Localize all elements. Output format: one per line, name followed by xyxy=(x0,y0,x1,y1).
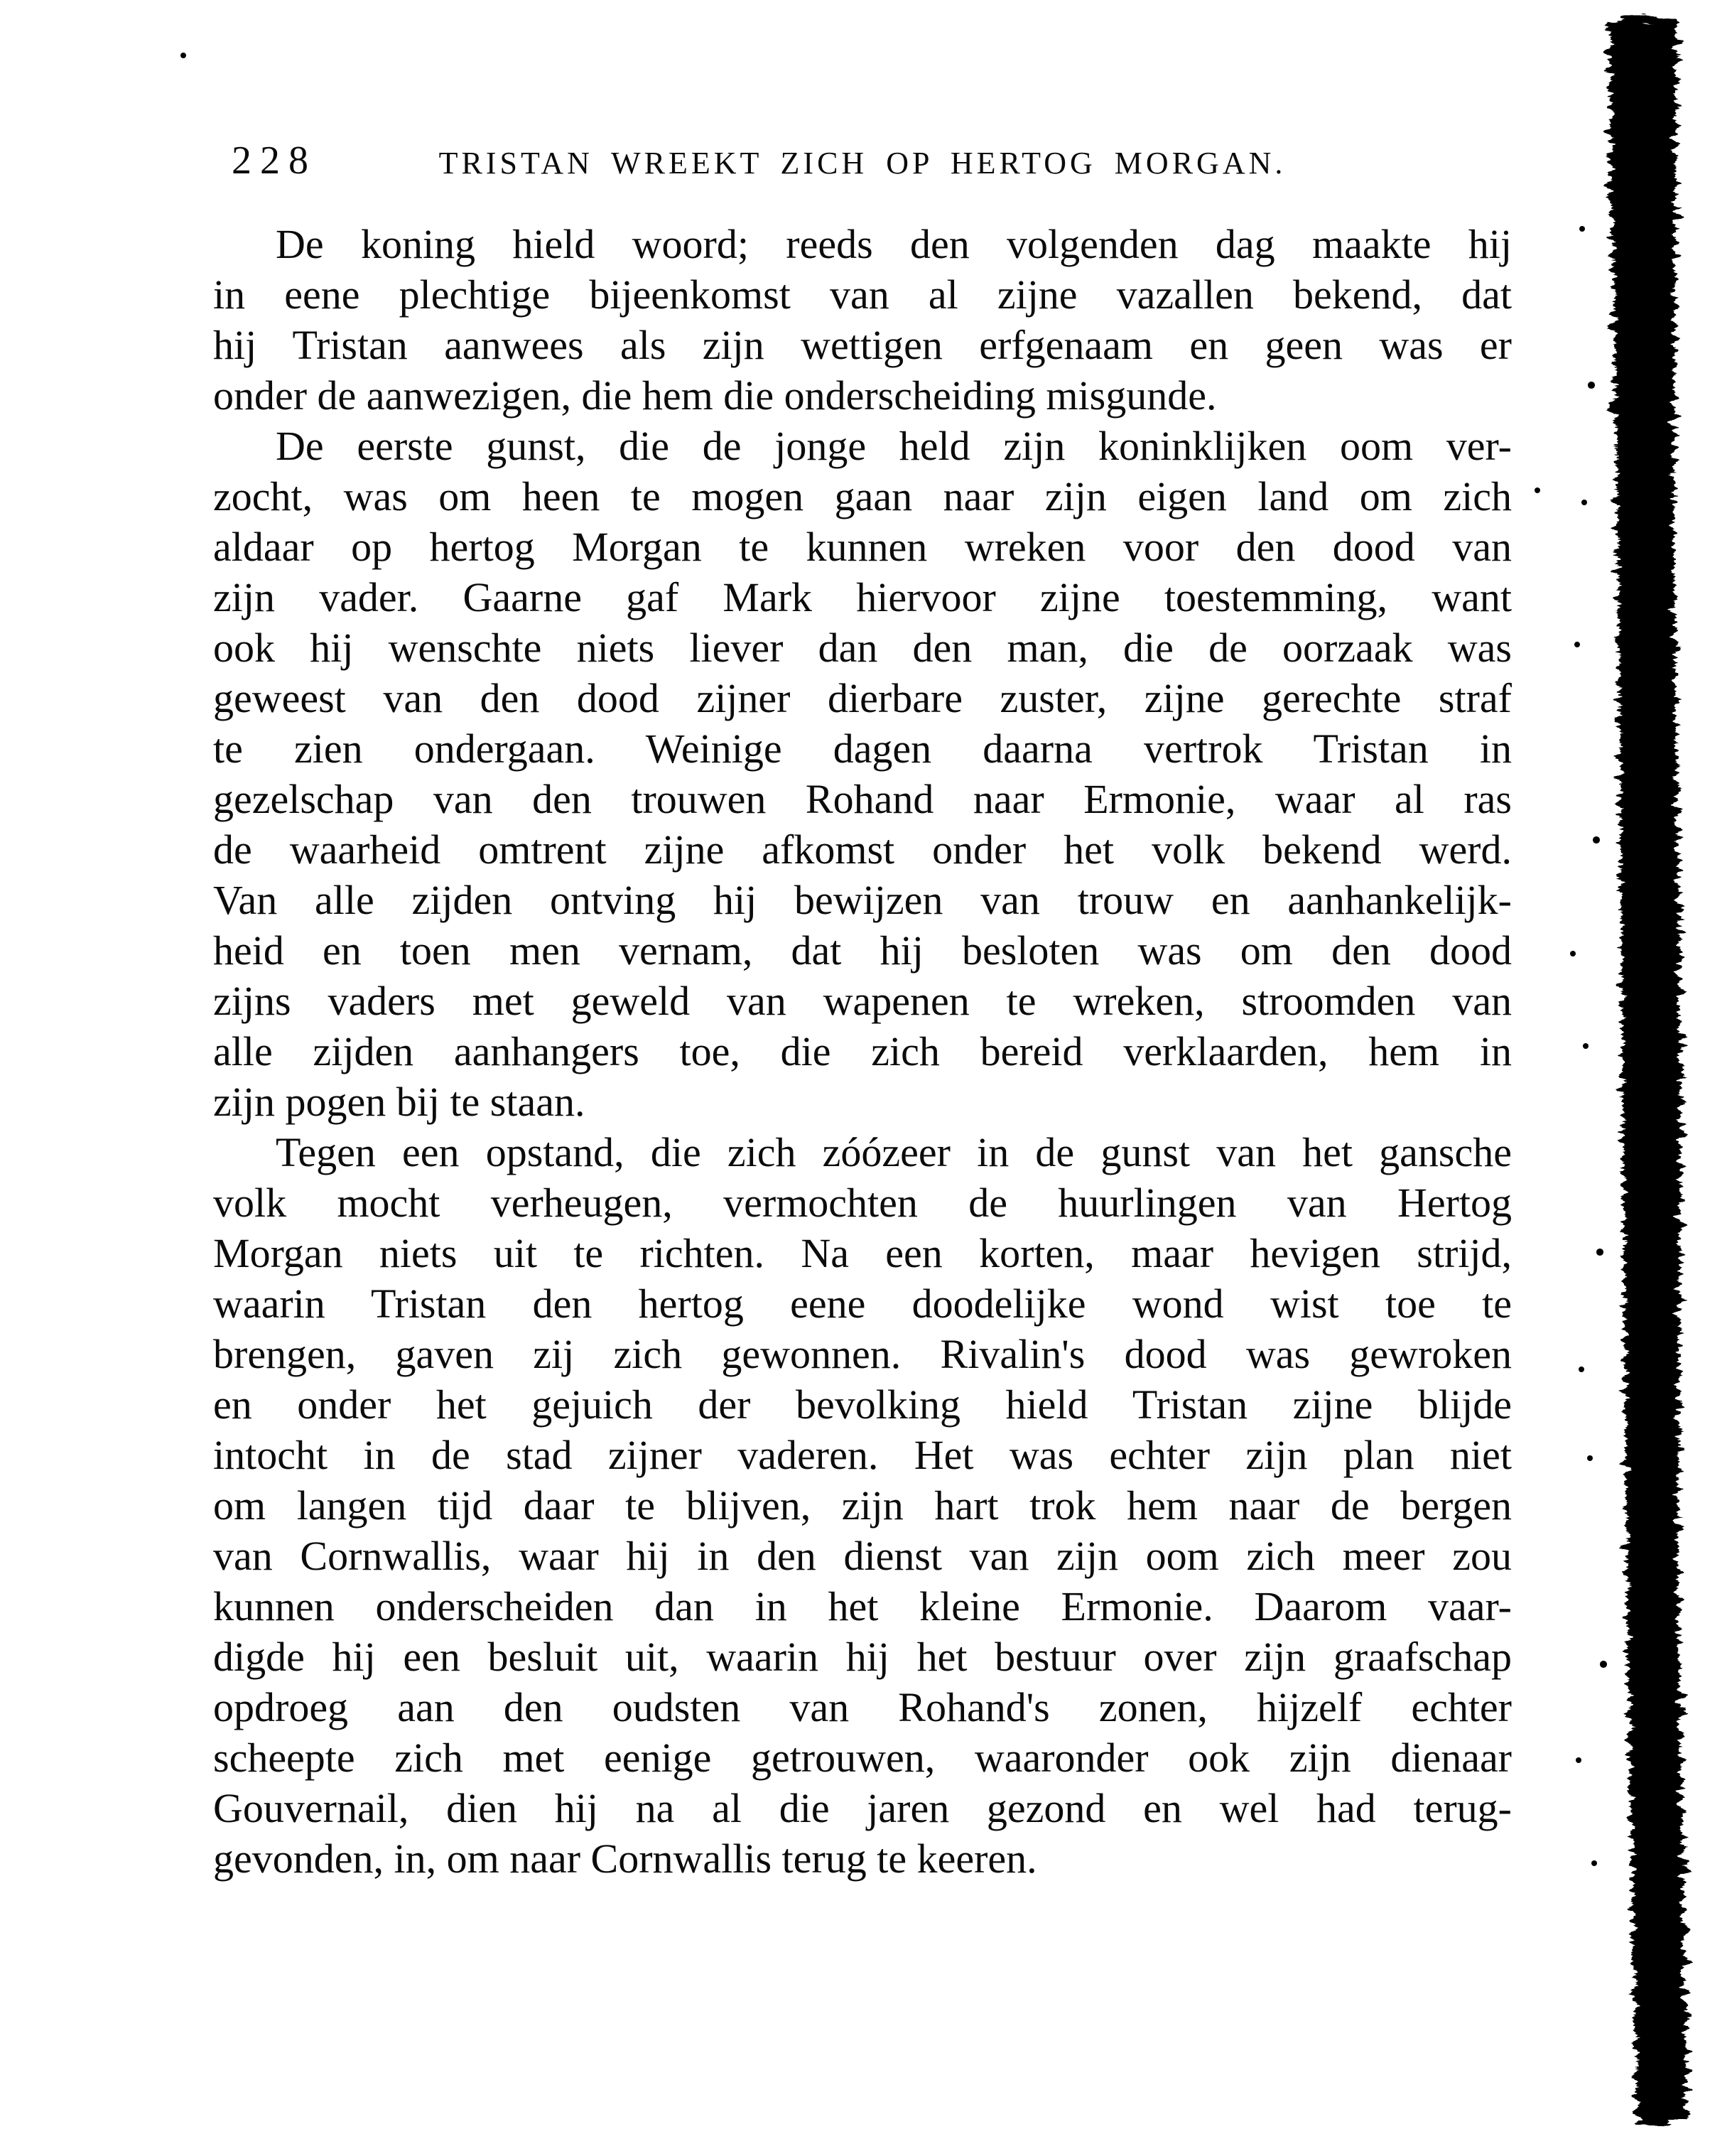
text-line: alle zijden aanhangers toe, die zich bereid verklaarden, hem in xyxy=(213,1028,1512,1074)
text-line: zijns vaders met geweld van wapenen te wreken, stroomden van xyxy=(213,978,1512,1024)
text-line: zijn vader. Gaarne gaf Mark hiervoor zijne toestemming, want xyxy=(213,574,1512,620)
text-line: en onder het gejuich der bevolking hield Tristan zijne blijde xyxy=(213,1381,1512,1428)
text-line: geweest van den dood zijner dierbare zuster, zijne gerechte straf xyxy=(213,675,1512,721)
text-line: de waarheid omtrent zijne afkomst onder het volk bekend werd. xyxy=(213,826,1512,873)
text-line: te zien ondergaan. Weinige dagen daarna vertrok Tristan in xyxy=(213,726,1512,772)
text-line: kunnen onderscheiden dan in het kleine Ermonie. Daarom vaar- xyxy=(213,1583,1512,1629)
text-line: onder de aanwezigen, die hem die onderscheiding misgunde. xyxy=(213,372,1217,419)
text-line: Morgan niets uit te richten. Na een korten, maar hevigen strijd, xyxy=(213,1230,1512,1276)
text-line: aldaar op hertog Morgan te kunnen wreken voor den dood van xyxy=(213,524,1512,570)
text-line: gevonden, in, om naar Cornwallis terug te keeren. xyxy=(213,1836,1037,1882)
body-text xyxy=(213,219,1512,1884)
text-line: De koning hield woord; reeds den volgenden dag maakte hij xyxy=(276,221,1512,267)
text-line: brengen, gaven zij zich gewonnen. Rivalin's dood was gewroken xyxy=(213,1331,1512,1377)
text-line: Gouvernail, dien hij na al die jaren gezond en wel had terug- xyxy=(213,1785,1512,1831)
text-line: van Cornwallis, waar hij in den dienst van zijn oom zich meer zou xyxy=(213,1533,1512,1579)
running-header-title: TRISTAN WREEKT ZICH OP HERTOG MORGAN. xyxy=(438,146,1287,180)
text-line: zijn pogen bij te staan. xyxy=(213,1079,585,1125)
text-line: om langen tijd daar te blijven, zijn hart trok hem naar de bergen xyxy=(213,1482,1512,1529)
text-line: zocht, was om heen te mogen gaan naar zijn eigen land om zich xyxy=(213,473,1512,519)
text-line: volk mocht verheugen, vermochten de huurlingen van Hertog xyxy=(213,1180,1512,1226)
text-line: waarin Tristan den hertog eene doodelijke wond wist toe te xyxy=(213,1281,1512,1327)
text-line: digde hij een besluit uit, waarin hij het bestuur over zijn graafschap xyxy=(213,1634,1512,1680)
text-line: heid en toen men vernam, dat hij besloten was om den dood xyxy=(213,927,1512,974)
text-line: intocht in de stad zijner vaderen. Het was echter zijn plan niet xyxy=(213,1432,1512,1478)
text-line: hij Tristan aanwees als zijn wettigen erfgenaam en geen was er xyxy=(213,322,1512,368)
text-line: Van alle zijden ontving hij bewijzen van trouw en aanhankelijk- xyxy=(213,877,1512,923)
text-line: gezelschap van den trouwen Rohand naar Ermonie, waar al ras xyxy=(213,776,1512,822)
text-line: scheepte zich met eenige getrouwen, waaronder ook zijn dienaar xyxy=(213,1735,1512,1781)
page-number: 228 xyxy=(232,139,317,183)
text-line: De eerste gunst, die de jonge held zijn koninklijken oom ver- xyxy=(276,423,1512,469)
text-line: in eene plechtige bijeenkomst van al zijne vazallen bekend, dat xyxy=(213,271,1512,318)
text-line: opdroeg aan den oudsten van Rohand's zonen, hijzelf echter xyxy=(213,1684,1512,1730)
text-line: ook hij wenschte niets liever dan den man, die de oorzaak was xyxy=(213,625,1512,671)
text-line: Tegen een opstand, die zich zóózeer in de gunst van het gansche xyxy=(276,1129,1512,1175)
page-header xyxy=(213,136,1512,192)
